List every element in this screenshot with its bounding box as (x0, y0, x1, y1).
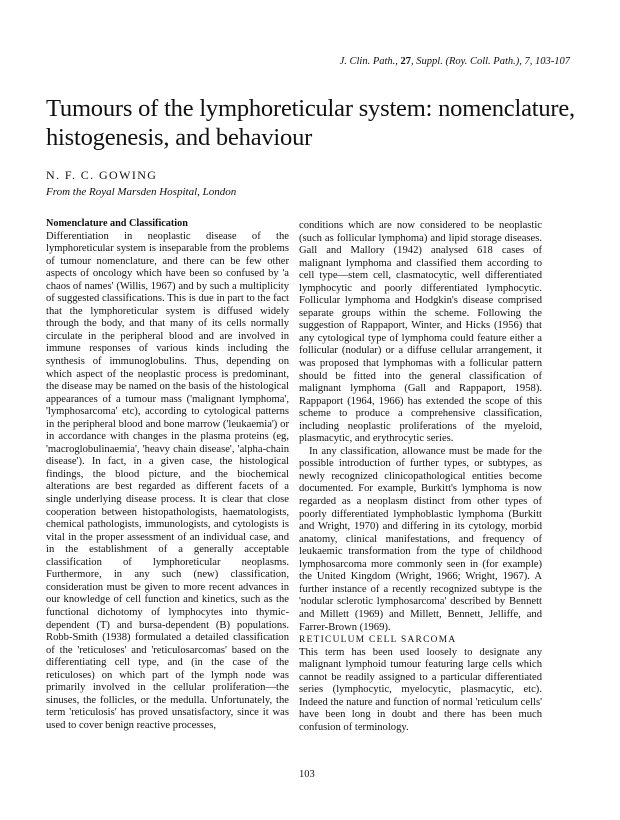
page-number: 103 (299, 769, 315, 780)
journal-citation (340, 56, 570, 67)
body-paragraph-1-continued: conditions which are now considered to be neoplastic (such as follicular lymphoma) and lipid storage diseases. Gall and Mallory (1942) analysed 618 cases of malignant lymphoma and classified them according to cell type—stem cell, clasmatocytic, well differentiated lymphocytic and poorly differentiated lymphocytic. Follicular lymphoma and Hodgkin's disease comprised separate groups within the scheme. Following the suggestion of Rappaport, Winter, and Hicks (1956) that any cytological type of lymphoma could feature either a follicular (nodular) or a diffuse cellular arrangement, it was proposed that lymphomas with a follicular pattern should be fitted into the general classification of malignant lymphoma (Gall and Rappaport, 1958). Rappaport (1964, 1966) has extended the scope of this scheme to produce a comprehensive classification, including neoplastic proliferations of the myeloid, plasmacytic, and erythrocytic series. (299, 220, 542, 445)
body-paragraph-3: This term has been used loosely to designate any malignant lymphoid tumour featuring large cells which cannot be readily assigned to a particular differentiated series (lymphocytic, myelocytic, plasmacytic, etc). Indeed the nature and function of normal 'reticulum cells' have been long in doubt and there has been much confusion of terminology. (299, 646, 542, 733)
article-title: Tumours of the lymphoreticular system: nomenclature, histogenesis, and behaviour (46, 95, 575, 151)
left-column (46, 218, 289, 732)
article-author: N. F. C. GOWING (46, 168, 158, 182)
citation-volume: 27 (400, 56, 412, 67)
section-heading-nomenclature: Nomenclature and Classification (46, 218, 188, 229)
author-affiliation: From the Royal Marsden Hospital, London (46, 186, 237, 198)
citation-details: , Suppl. (Roy. Coll. Path.), 7, 103-107 (411, 56, 570, 67)
body-paragraph-1: Differentiation in neoplastic disease of the lymphoreticular system is inseparable from the problems of tumour nomenclature, and there can be few other aspects of oncology which have been so confused by 'a chaos of names' (Willis, 1967) and by such a multiplicity of suggested classifications. This is due in part to the fact that the lymphoreticular system is diffused widely through the body, and that many of its cells normally circulate in the peripheral blood and are involved in immune responses of various kinds including the synthesis of immunoglobulins. Thus, depending on which aspect of the neoplastic process is predominant, the disease may be named on the basis of the histological appearances of a tumour mass ('malignant lymphoma', 'lymphosarcoma' etc), according to cytological patterns in the peripheral blood and bone marrow ('leukaemia') or in accordance with changes in the plasma proteins (eg, 'macroglobulinaemia', 'heavy chain disease', 'alpha-chain disease'). In fact, in a given case, the histological findings, the blood picture, and the biochemical alterations are best regarded as different facets of a single underlying disease process. It is clear that close cooperation between histopathologists, haematologists, chemical pathologists, immunologists, and cytologists is vital in the proper assessment of an individual case, and in the establishment of a generally acceptable classification of lymphoreticular neoplasms. Furthermore, in any such (new) classification, consideration must be given to more recent advances in our knowledge of cell function and kinetics, such as the functional dichotomy of lymphocytes into thymic-dependent (T) and bursa-dependent (B) populations. Robb-Smith (1938) formulated a detailed classification of the 'reticuloses' and 'reticulosarcomas' based on the differentiating cell type, and (in the case of the reticuloses) on which part of the lymph node was primarily involved in the cellular proliferation—the sinuses, the follicles, or the medulla. Unfortunately, the term 'reticulosis' has proved unsatisfactory, since it was used to cover benign reactive processes, (46, 230, 289, 731)
section-heading-reticulum-cell-sarcoma: RETICULUM CELL SARCOMA (299, 635, 457, 646)
right-column (299, 220, 542, 734)
citation-journal: J. Clin. Path., (339, 56, 398, 67)
body-paragraph-2: In any classification, allowance must be made for the possible introduction of further types, or subtypes, as newly recognized clinicopathological entities become documented. For example, Burkitt's lymphoma is now regarded as a neoplasm distinct from other types of poorly differentiated lymphoblastic lymphoma (Burkitt and Wright, 1970) and differing in its cytology, morbid anatomy, clinical manifestations, and frequency of leukaemic transformation from the type of childhood lymphosarcoma more commonly seen in (for example) the United Kingdom (Wright, 1966; Wright, 1967). A further instance of a recently recognized subtype is the 'nodular sclerotic lymphosarcoma' described by Bennett and Millett (1969) and Millett, Bennett, Jelliffe, and Farrer-Brown (1969). (299, 445, 542, 633)
